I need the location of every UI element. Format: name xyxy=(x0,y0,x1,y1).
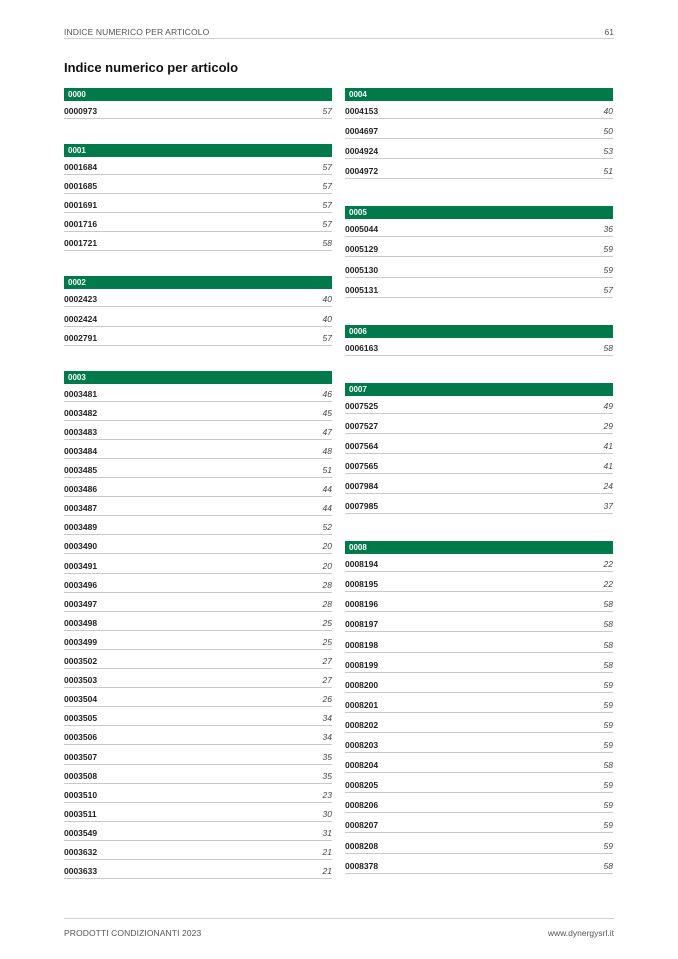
page-reference: 36 xyxy=(603,224,613,235)
index-entry xyxy=(345,599,613,612)
index-entry xyxy=(345,619,613,632)
article-code: 0001721 xyxy=(64,238,98,249)
page-reference: 57 xyxy=(322,106,332,116)
article-code: 0004153 xyxy=(345,106,379,116)
article-code: 0008207 xyxy=(345,820,379,831)
article-code: 0004972 xyxy=(345,166,379,177)
article-code: 0008208 xyxy=(345,840,379,851)
article-code: 0008194 xyxy=(345,559,379,570)
page-reference: 58 xyxy=(603,860,613,871)
page-reference: 52 xyxy=(322,522,332,533)
page-reference: 59 xyxy=(603,679,613,690)
page-reference: 58 xyxy=(322,238,332,249)
article-code: 0003506 xyxy=(64,732,98,743)
article-code: 0001685 xyxy=(64,181,98,192)
running-header-title: INDICE NUMERICO PER ARTICOLO xyxy=(64,27,210,37)
page-reference: 58 xyxy=(603,760,613,771)
article-code: 0003497 xyxy=(64,598,98,609)
page-reference: 22 xyxy=(603,579,613,590)
article-code: 0003503 xyxy=(64,675,98,686)
index-entry xyxy=(345,680,613,693)
page-reference: 21 xyxy=(322,847,332,857)
page-reference: 58 xyxy=(603,599,613,610)
index-entry xyxy=(345,481,613,494)
page-reference: 44 xyxy=(322,484,332,495)
page-reference: 46 xyxy=(322,388,332,399)
index-entry xyxy=(345,244,613,257)
index-entry xyxy=(64,828,332,841)
page-reference: 27 xyxy=(322,656,332,666)
index-entry xyxy=(345,224,613,237)
article-code: 0001691 xyxy=(64,200,98,211)
page-reference: 59 xyxy=(603,740,613,750)
article-code: 0008199 xyxy=(345,659,379,670)
index-entry xyxy=(64,637,332,650)
section-header-0007: 0007 xyxy=(345,383,613,396)
index-entry xyxy=(64,503,332,516)
page-number: 61 xyxy=(604,27,614,37)
section-header-0001: 0001 xyxy=(64,144,332,157)
article-code: 0007985 xyxy=(345,501,379,512)
index-entry xyxy=(64,694,332,707)
index-entry xyxy=(345,660,613,673)
article-code: 0003633 xyxy=(64,866,98,877)
article-code: 0008378 xyxy=(345,860,379,871)
article-code: 0001684 xyxy=(64,162,98,172)
index-entry xyxy=(64,541,332,554)
index-entry xyxy=(64,790,332,803)
index-entry xyxy=(345,780,613,793)
index-entry xyxy=(64,752,332,765)
page-reference: 59 xyxy=(603,800,613,811)
page-reference: 51 xyxy=(322,465,332,475)
article-code: 0003504 xyxy=(64,694,98,705)
index-entry xyxy=(64,181,332,194)
page-reference: 21 xyxy=(322,866,332,877)
article-code: 0008202 xyxy=(345,719,379,730)
index-entry xyxy=(345,343,613,356)
index-entry xyxy=(345,640,613,653)
page-reference: 34 xyxy=(322,713,332,724)
page-title: Indice numerico per articolo xyxy=(64,60,239,75)
article-code: 0003505 xyxy=(64,713,98,724)
article-code: 0005044 xyxy=(345,224,379,235)
article-code: 0008204 xyxy=(345,760,379,771)
index-entry xyxy=(345,559,613,572)
section-header-0000: 0000 xyxy=(64,88,332,101)
article-code: 0003511 xyxy=(64,808,97,819)
article-code: 0007527 xyxy=(345,420,379,431)
page-reference: 40 xyxy=(322,294,332,305)
page-reference: 57 xyxy=(322,181,332,192)
index-entry xyxy=(64,599,332,612)
index-entry xyxy=(345,760,613,773)
page-reference: 37 xyxy=(603,501,613,512)
index-entry xyxy=(64,219,332,232)
footer-website: www.dynergysrl.it xyxy=(547,928,614,938)
index-entry xyxy=(345,146,613,159)
page-reference: 28 xyxy=(322,579,332,590)
page-reference: 47 xyxy=(322,426,332,437)
page-reference: 45 xyxy=(322,407,332,418)
index-entry xyxy=(64,656,332,669)
page-reference: 58 xyxy=(603,639,613,650)
index-entry xyxy=(345,166,613,179)
article-code: 0003491 xyxy=(64,560,98,571)
index-entry xyxy=(64,580,332,593)
section-header-0002: 0002 xyxy=(64,276,332,289)
page-reference: 30 xyxy=(322,808,332,819)
section-header-0006: 0006 xyxy=(345,325,613,338)
page-reference: 58 xyxy=(603,619,613,630)
index-entry xyxy=(345,461,613,474)
page-reference: 57 xyxy=(322,200,332,211)
footer-catalog-title: PRODOTTI CONDIZIONANTI 2023 xyxy=(64,928,202,938)
page-reference: 41 xyxy=(603,440,613,451)
page-reference: 59 xyxy=(603,244,613,255)
index-entry xyxy=(345,285,613,298)
page-reference: 44 xyxy=(322,503,332,514)
page-reference: 57 xyxy=(322,162,332,172)
index-entry xyxy=(64,333,332,346)
article-code: 0008195 xyxy=(345,579,379,590)
article-code: 0004924 xyxy=(345,146,379,157)
index-entry xyxy=(64,484,332,497)
article-code: 0003487 xyxy=(64,503,98,514)
article-code: 0006163 xyxy=(345,342,379,353)
page-reference: 40 xyxy=(603,106,613,116)
article-code: 0003482 xyxy=(64,407,98,418)
index-entry xyxy=(64,847,332,860)
article-code: 0003510 xyxy=(64,789,98,800)
page-reference: 35 xyxy=(322,751,332,762)
article-code: 0008200 xyxy=(345,679,379,690)
page-reference: 40 xyxy=(322,313,332,324)
page-reference: 59 xyxy=(603,264,613,275)
page-reference: 49 xyxy=(603,400,613,411)
page-reference: 29 xyxy=(603,420,613,431)
index-entry xyxy=(345,861,613,874)
page-reference: 59 xyxy=(603,840,613,851)
article-code: 0003508 xyxy=(64,770,98,781)
section-header-0005: 0005 xyxy=(345,206,613,219)
index-entry xyxy=(345,579,613,592)
article-code: 0003632 xyxy=(64,847,98,857)
index-entry xyxy=(345,265,613,278)
article-code: 0003498 xyxy=(64,617,98,628)
index-entry xyxy=(64,200,332,213)
article-code: 0003485 xyxy=(64,465,98,475)
page-reference: 34 xyxy=(322,732,332,743)
index-entry xyxy=(64,675,332,688)
index-entry xyxy=(64,866,332,879)
index-entry xyxy=(64,294,332,307)
index-entry xyxy=(64,446,332,459)
article-code: 0007565 xyxy=(345,460,379,471)
article-code: 0007564 xyxy=(345,440,379,451)
index-entry xyxy=(64,522,332,535)
index-entry xyxy=(64,809,332,822)
page-reference: 31 xyxy=(322,827,332,838)
page-reference: 59 xyxy=(603,699,613,710)
article-code: 0003483 xyxy=(64,426,98,437)
article-code: 0003484 xyxy=(64,445,98,456)
page-reference: 20 xyxy=(322,541,332,552)
index-entry xyxy=(345,800,613,813)
article-code: 0007984 xyxy=(345,481,379,491)
index-entry xyxy=(64,238,332,251)
article-code: 0008198 xyxy=(345,639,379,650)
index-entry xyxy=(64,771,332,784)
page-reference: 51 xyxy=(603,166,613,177)
page-reference: 24 xyxy=(603,481,613,491)
article-code: 0003490 xyxy=(64,541,98,552)
page-reference: 57 xyxy=(603,284,613,295)
index-entry xyxy=(345,126,613,139)
article-code: 0003481 xyxy=(64,388,98,399)
page-reference: 58 xyxy=(603,342,613,353)
index-entry xyxy=(64,618,332,631)
page-reference: 26 xyxy=(322,694,332,705)
section-header-0004: 0004 xyxy=(345,88,613,101)
index-entry xyxy=(64,389,332,402)
index-entry xyxy=(345,841,613,854)
article-code: 0008203 xyxy=(345,740,379,750)
page-reference: 57 xyxy=(322,332,332,343)
index-entry xyxy=(64,465,332,478)
article-code: 0003489 xyxy=(64,522,98,533)
index-entry xyxy=(64,561,332,574)
section-header-0003: 0003 xyxy=(64,371,332,384)
article-code: 0008201 xyxy=(345,699,379,710)
index-entry xyxy=(64,427,332,440)
index-entry xyxy=(64,408,332,421)
article-code: 0005131 xyxy=(345,284,379,295)
index-entry xyxy=(345,441,613,454)
page-reference: 59 xyxy=(603,780,613,791)
index-entry xyxy=(345,401,613,414)
article-code: 0005129 xyxy=(345,244,379,255)
article-code: 0002424 xyxy=(64,313,98,324)
article-code: 0003486 xyxy=(64,484,98,495)
index-entry xyxy=(345,700,613,713)
footer-divider xyxy=(64,918,614,919)
page-reference: 27 xyxy=(322,675,332,686)
article-code: 0008206 xyxy=(345,800,379,811)
page-reference: 28 xyxy=(322,598,332,609)
article-code: 0008205 xyxy=(345,780,379,791)
index-entry xyxy=(64,732,332,745)
page-reference: 50 xyxy=(603,126,613,137)
page-reference: 35 xyxy=(322,770,332,781)
index-entry xyxy=(64,162,332,175)
article-code: 0004697 xyxy=(345,126,379,137)
section-header-0008: 0008 xyxy=(345,541,613,554)
article-code: 0008197 xyxy=(345,619,379,630)
index-entry xyxy=(345,740,613,753)
article-code: 0001716 xyxy=(64,219,98,230)
index-entry xyxy=(64,314,332,327)
page-reference: 48 xyxy=(322,445,332,456)
index-entry xyxy=(345,106,613,119)
article-code: 0003502 xyxy=(64,656,98,666)
index-entry xyxy=(345,501,613,514)
article-code: 0005130 xyxy=(345,264,379,275)
header-divider xyxy=(64,38,614,39)
index-entry xyxy=(345,820,613,833)
page-reference: 25 xyxy=(322,617,332,628)
page-reference: 53 xyxy=(603,146,613,157)
article-code: 0003549 xyxy=(64,827,98,838)
article-code: 0000973 xyxy=(64,106,98,116)
page-reference: 59 xyxy=(603,820,613,831)
article-code: 0007525 xyxy=(345,400,379,411)
index-entry xyxy=(345,421,613,434)
index-entry xyxy=(64,713,332,726)
page-reference: 58 xyxy=(603,659,613,670)
page-reference: 20 xyxy=(322,560,332,571)
page-reference: 59 xyxy=(603,719,613,730)
article-code: 0003499 xyxy=(64,636,98,647)
index-entry xyxy=(345,720,613,733)
article-code: 0002423 xyxy=(64,294,98,305)
article-code: 0008196 xyxy=(345,599,379,610)
article-code: 0003507 xyxy=(64,751,98,762)
page-reference: 25 xyxy=(322,636,332,647)
page-reference: 41 xyxy=(603,460,613,471)
page-reference: 22 xyxy=(603,559,613,570)
article-code: 0003496 xyxy=(64,579,98,590)
page-reference: 23 xyxy=(322,789,332,800)
article-code: 0002791 xyxy=(64,332,98,343)
index-entry xyxy=(64,106,332,119)
page-reference: 57 xyxy=(322,219,332,230)
